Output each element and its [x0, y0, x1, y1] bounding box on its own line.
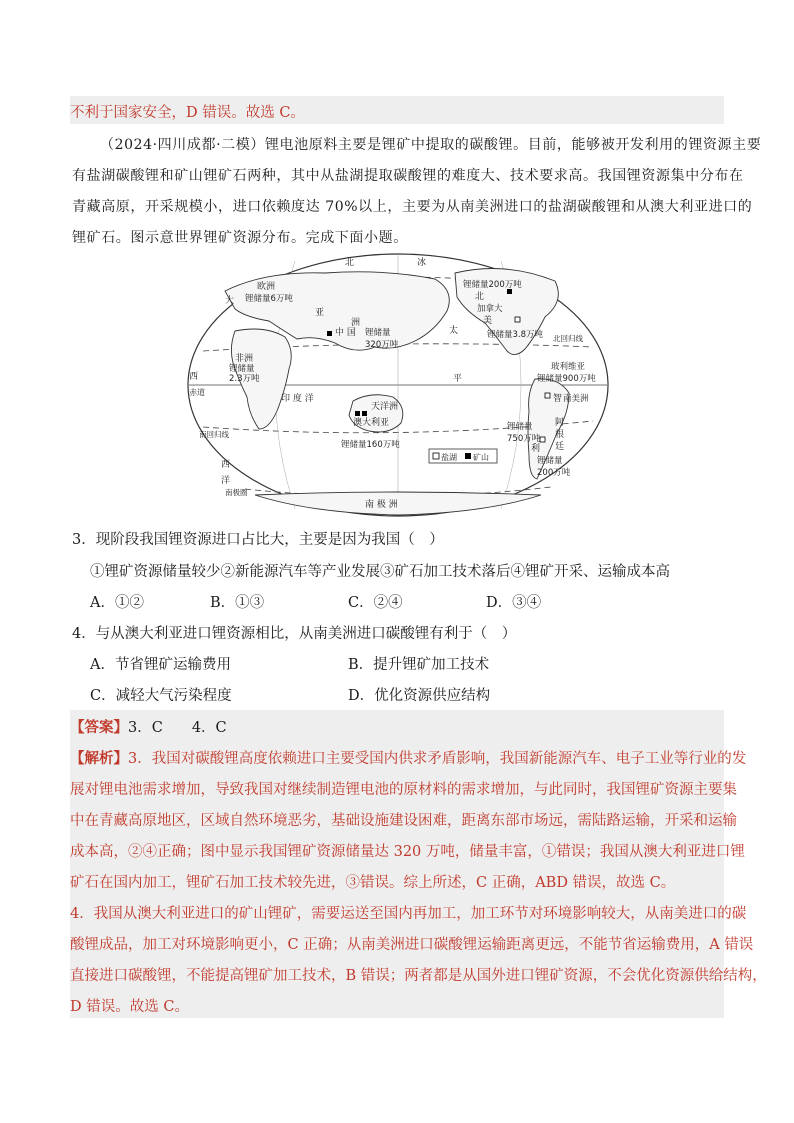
map-label-north: 北 — [345, 258, 355, 268]
analysis-label: 【解析】 — [70, 750, 128, 767]
map-label-north2: 北 — [475, 292, 485, 302]
map-label-aus-res: 锂储量160万吨 — [341, 440, 400, 450]
q4-stem: 4．与从澳大利亚进口锂资源相比，从南美洲进口碳酸锂有利于（ ） — [72, 626, 517, 642]
map-label-bolivia-res: 锂储量900万吨 — [537, 374, 596, 384]
prev-analysis-text: 不利于国家安全，D 错误。故选 C。 — [70, 105, 305, 121]
map-label-ping: 平 — [453, 374, 463, 384]
world-lithium-map — [185, 251, 611, 519]
intro-line-4: 锂矿石。图示意世界锂矿资源分布。完成下面小题。 — [72, 230, 408, 246]
intro-line-1: （2024·四川成都·二模）锂电池原料主要是锂矿中提取的碳酸锂。目前，能够被开发利用的锂资源主要 — [100, 137, 762, 153]
map-label-arg-res2: 200万吨 — [537, 468, 571, 478]
map-label-chile: 智 — [553, 394, 563, 404]
map-label-china-res2: 320万吨 — [365, 340, 399, 350]
map-label-china: 中 国 — [335, 328, 356, 338]
legend-salt-icon — [433, 453, 439, 459]
map-label-canada-res: 锂储量200万吨 — [463, 280, 522, 290]
analysis-line-5: 矿石在国内加工，锂矿石加工技术较先进，③错误。综上所述，C 正确，ABD 错误，故选 C。 — [70, 875, 676, 891]
map-label-argentina1: 阿 — [555, 418, 565, 428]
answer-label: 【答案】 — [70, 719, 128, 736]
legend-mine-icon — [465, 453, 471, 459]
map-label-nahuiguixian: 北回归线 — [553, 334, 583, 343]
map-label-africa-res1: 锂储量 — [229, 364, 255, 374]
analysis-line-4: 成本高，②④正确；图中显示我国锂矿资源储量达 320 万吨，储量丰富，①错误；我国从澳大利亚进口锂 — [70, 844, 745, 860]
map-label-antarctica: 南 极 洲 — [365, 500, 398, 510]
mine-marker-australia-2 — [362, 411, 367, 416]
q4-option-b[interactable]: B．提升锂矿加工技术 — [348, 657, 490, 673]
analysis-line-9: D 错误。故选 C。 — [70, 999, 189, 1015]
q4-option-c[interactable]: C．减轻大气污染程度 — [90, 688, 232, 704]
analysis-line-7: 酸锂成品，加工对环境影响更小，C 正确；从南美洲进口碳酸锂运输距离更远，不能节省运输费用，A 错误 — [70, 937, 754, 953]
map-label-ice: 冰 — [417, 258, 427, 268]
map-label-indian: 印 度 洋 — [281, 394, 314, 404]
analysis-line-6: 4．我国从澳大利亚进口的矿山锂矿，需要运送至国内再加工，加工环节对环境影响较大，从南美进口的碳 — [70, 906, 747, 922]
q4-option-d[interactable]: D．优化资源供应结构 — [348, 688, 491, 704]
map-label-arg-res1: 锂储量 — [537, 456, 563, 466]
map-label-south-america: 南美洲 — [563, 394, 589, 404]
map-label-argentina3: 廷 — [555, 442, 565, 452]
legend-mine-label: 矿山 — [473, 453, 489, 462]
map-label-chile-res2: 750万吨 — [507, 434, 541, 444]
map-label-asia: 亚 — [315, 308, 325, 318]
intro-line-2: 有盐湖碳酸锂和矿山锂矿石两种，其中从盐湖提取碳酸锂的难度大、技术要求高。我国锂资源集中分布在 — [72, 168, 744, 184]
answer-analysis-block — [70, 710, 767, 1018]
map-label-li: 利 — [531, 444, 541, 454]
map-label-canada: 加拿大 — [477, 304, 503, 314]
map-label-chidao-left: 赤道 — [189, 388, 205, 397]
map-label-europe-res: 锂储量6万吨 — [245, 294, 293, 304]
map-label-nanhuiguixian: 南回归线 — [199, 430, 229, 439]
q3-stem: 3．现阶段我国锂资源进口占比大，主要是因为我国（ ） — [72, 532, 444, 548]
q4-option-a[interactable]: A．节省锂矿运输费用 — [90, 657, 231, 673]
map-legend — [429, 449, 497, 463]
analysis-line-1 — [70, 747, 746, 768]
map-label-asia2: 洲 — [351, 318, 361, 328]
mine-marker-australia — [355, 411, 360, 416]
map-label-usa-res: 锂储量3.8万吨 — [487, 330, 544, 340]
map-label-oceania: 天洋洲 — [371, 402, 399, 412]
prev-analysis-tail — [70, 96, 724, 124]
analysis-line-8: 直接进口碳酸锂，不能提高锂矿加工技术，B 错误；两者都是从国外进口锂矿资源，不会优化资源供给结构， — [70, 968, 767, 984]
map-label-xi: 西 — [189, 372, 199, 382]
mine-marker-china — [327, 331, 332, 336]
q3-items: ①锂矿资源储量较少②新能源汽车等产业发展③矿石加工技术落后④锂矿开采、运输成本高 — [90, 564, 670, 580]
salt-lake-marker-bolivia — [545, 393, 550, 398]
q3-option-a[interactable]: A．①② — [90, 595, 144, 611]
q3-option-b[interactable]: B．①③ — [210, 595, 265, 611]
intro-line-3: 青藏高原，开采规模小，进口依赖度达 70%以上，主要为从南美洲进口的盐湖碳酸锂和从澳大利亚进口的 — [72, 199, 753, 215]
map-label-chile-res1: 锂储量 — [507, 422, 533, 432]
map-label-china-res1: 锂储量 — [365, 328, 391, 338]
map-label-da: 大 — [225, 296, 235, 306]
map-label-africa: 非洲 — [235, 354, 254, 364]
salt-lake-marker-usa — [515, 317, 520, 322]
map-label-europe: 欧洲 — [257, 282, 276, 292]
q3-option-c[interactable]: C．②④ — [348, 595, 403, 611]
map-label-australia: 澳大利亚 — [353, 418, 390, 428]
map-label-africa-res2: 2.3万吨 — [229, 374, 260, 384]
map-label-mei: 美 — [483, 316, 493, 326]
map-label-nanjiquan: 南极圈 — [225, 488, 248, 497]
legend-salt-label: 盐湖 — [441, 453, 457, 462]
map-label-xi2: 西 — [221, 460, 231, 470]
salt-lake-marker-chile — [540, 437, 545, 442]
analysis-text-1: 3．我国对碳酸锂高度依赖进口主要受国内供求矛盾影响，我国新能源汽车、电子工业等行业的发 — [128, 751, 747, 767]
map-label-tai: 太 — [449, 326, 459, 336]
answer-text: 3．C 4．C — [128, 720, 227, 736]
map-label-yang2: 洋 — [221, 476, 231, 486]
map-label-bolivia: 玻利维亚 — [551, 362, 586, 372]
q3-option-d[interactable]: D．③④ — [486, 595, 542, 611]
map-label-argentina2: 根 — [555, 430, 565, 440]
analysis-line-3: 中在青藏高原地区，区域自然环境恶劣，基础设施建设困难，距离东部市场远，需陆路运输，开采和运输 — [70, 813, 737, 829]
antarctica-shape — [255, 492, 541, 515]
answer-line — [70, 716, 227, 737]
analysis-line-2: 展对锂电池需求增加，导致我国对继续制造锂电池的原材料的需求增加，与此同时，我国锂矿资源主要集 — [70, 782, 737, 798]
